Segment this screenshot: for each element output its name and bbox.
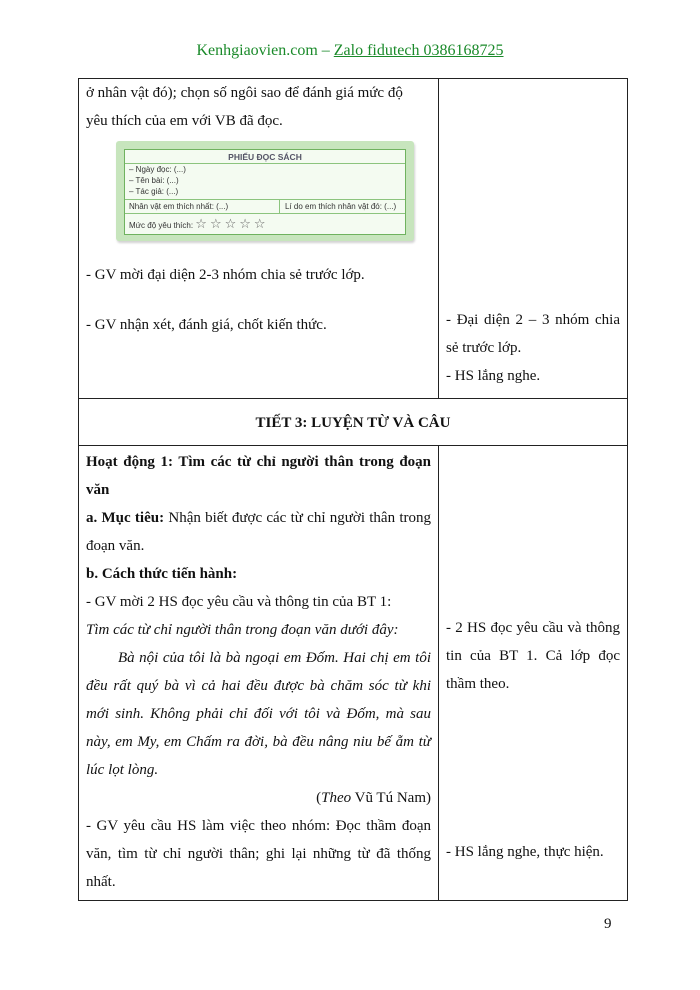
form-reason: Lí do em thích nhân vật đó: (...) (285, 202, 397, 211)
student-do: - HS lắng nghe, thực hiện. (446, 844, 604, 860)
section-title: TIẾT 3: LUYỆN TỪ VÀ CÂU (79, 399, 628, 446)
intro-line-2: yêu thích của em với VB đã đọc. (86, 113, 283, 129)
goal (86, 504, 431, 560)
form-field-author: – Tác giả: (...) (129, 187, 179, 196)
intro-line-1: ở nhân vật đó); chọn số ngôi sao để đánh giá mức độ (86, 85, 403, 101)
form-rating (125, 213, 405, 233)
page-header (0, 42, 700, 60)
form-grid (125, 199, 405, 211)
goal-label: a. Mục tiêu: (86, 510, 165, 526)
reading-form (124, 149, 406, 235)
zalo-link[interactable]: Zalo fidutech 0386168725 (333, 42, 504, 59)
passage-source (86, 784, 431, 812)
page-number: 9 (604, 916, 612, 932)
student-listen: - HS lắng nghe. (446, 368, 541, 384)
star-icon: ☆☆☆☆☆ (195, 216, 269, 231)
table-row (79, 79, 628, 399)
student-cell (439, 79, 628, 399)
form-divider (279, 199, 280, 213)
student-cell (439, 446, 628, 901)
step-feedback: - GV nhận xét, đánh giá, chốt kiến thức. (86, 317, 327, 333)
form-fav-character: Nhân vật em thích nhất: (...) (129, 202, 229, 211)
reading-form-image (116, 141, 414, 241)
teacher-cell (79, 79, 439, 399)
section-title-row (79, 399, 628, 446)
step-invite-groups: - GV mời đại diện 2-3 nhóm chia sẻ trước lớp. (86, 267, 365, 283)
step-read-request: - GV mời 2 HS đọc yêu cầu và thông tin của BT 1: (86, 594, 392, 610)
header-dash: – (317, 42, 334, 59)
source-theo: Theo (321, 790, 352, 806)
rating-label: Mức độ yêu thích: (129, 221, 194, 230)
teacher-cell (79, 446, 439, 901)
exercise-instruction: Tìm các từ chỉ người thân trong đoạn văn dưới đây: (86, 622, 399, 638)
form-field-title: – Tên bài: (...) (129, 176, 179, 185)
source-author: Vũ Tú Nam) (351, 790, 431, 806)
student-read: - 2 HS đọc yêu cầu và thông tin của BT 1. Cả lớp đọc thầm theo. (446, 620, 620, 692)
goal-text: Nhận biết được các từ chỉ người thân trong đoạn văn. (86, 510, 432, 554)
table-row (79, 446, 628, 901)
step-group-work: - GV yêu cầu HS làm việc theo nhóm: Đọc thầm đoạn văn, tìm từ chỉ người thân; ghi lại những từ đã thống nhất. (86, 818, 431, 890)
student-share: - Đại diện 2 – 3 nhóm chia sẻ trước lớp. (446, 312, 620, 356)
form-title: PHIẾU ĐỌC SÁCH (125, 150, 405, 164)
lesson-table (78, 78, 628, 901)
method-label: b. Cách thức tiến hành: (86, 566, 238, 582)
form-field-date: – Ngày đọc: (...) (129, 165, 186, 174)
site-link[interactable]: Kenhgiaovien.com (196, 42, 318, 59)
activity-title: Hoạt động 1: Tìm các từ chỉ người thân trong đoạn văn (86, 454, 431, 498)
source-open: ( (316, 790, 322, 806)
passage: Bà nội của tôi là bà ngoại em Đốm. Hai chị em tôi đều rất quý bà vì cả hai đều được bà chăm sóc từ khi mới sinh. Không phải chỉ đối với tôi và Đốm, mà sau này, em My, em Chấm ra đời, bà đều nâng niu bế ẵm từ lúc lọt lòng. (86, 650, 431, 778)
